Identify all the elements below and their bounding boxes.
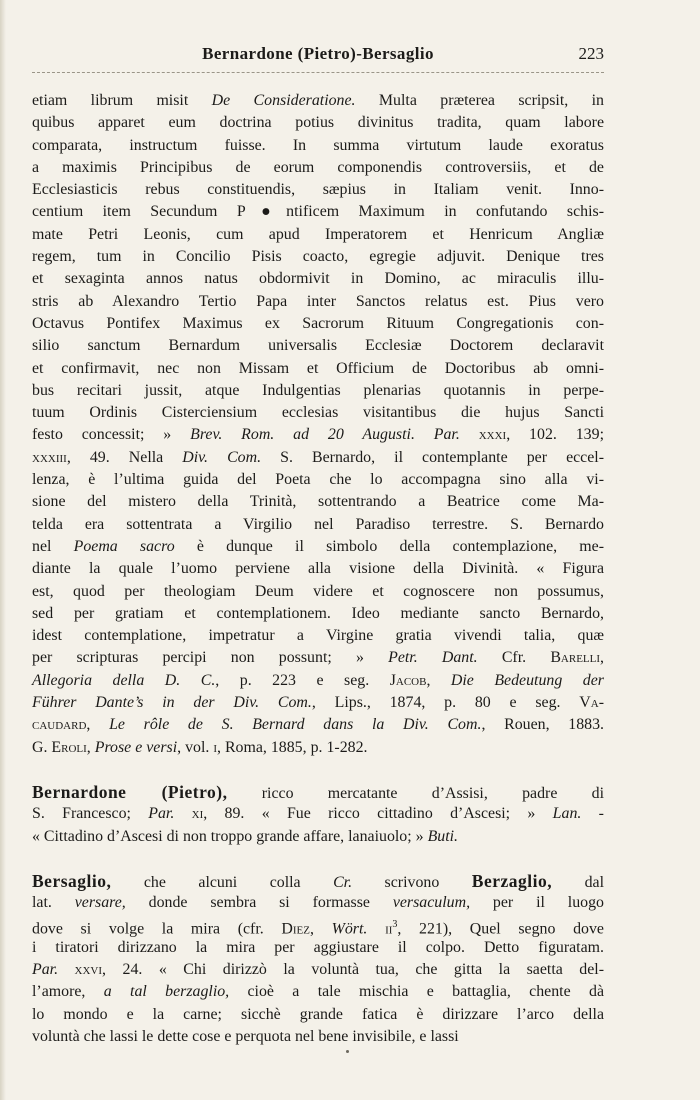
- text-run: tuum Ordinis Cisterciensium ecclesias visitantibus die hujus Sancti: [32, 404, 604, 422]
- text-run: [58, 961, 75, 978]
- small-caps-text: Va-: [579, 694, 605, 712]
- text-run: [174, 805, 191, 822]
- small-caps-text: Eroli: [51, 738, 87, 756]
- text-line: [32, 737, 604, 759]
- italic-text: Div. Com.: [182, 448, 262, 466]
- text-run: cioè a tale mischia e battaglia, chente dà: [229, 983, 604, 1001]
- text-line: [32, 892, 604, 914]
- page-number: 223: [578, 44, 604, 63]
- text-line: [32, 358, 604, 380]
- text-line: [32, 959, 604, 981]
- italic-text: Buti.: [427, 827, 459, 845]
- text-line: [32, 402, 604, 424]
- text-run: stris ab Alexandro Tertio Papa inter Sanctos relatus est. Pius vero: [32, 292, 604, 310]
- italic-text: versare,: [74, 894, 126, 912]
- text-run: lenza, è l’ultima guida del Poeta che lo accompagna sino alla vi-: [32, 471, 604, 489]
- text-run: dal: [552, 873, 605, 891]
- text-run: ,: [86, 738, 95, 756]
- text-line: [32, 603, 604, 625]
- text-run: silio sanctum Bernardum universalis Ecclesiæ Doctorem declaravit: [32, 337, 604, 355]
- small-caps-text: caudard: [32, 716, 87, 734]
- text-run: per il luogo: [470, 894, 604, 912]
- text-run: che alcuni colla: [111, 873, 334, 891]
- text-run: , vol.: [177, 738, 214, 756]
- text-run: ,: [426, 671, 451, 689]
- small-caps-text: Diez: [281, 920, 310, 938]
- headword: Bernardone (Pietro),: [32, 781, 228, 802]
- small-caps-text: Jacob: [389, 671, 427, 689]
- text-run: est, quod per theologiam Deum videre et cognoscere non possumus,: [32, 582, 604, 600]
- text-run: nel: [32, 537, 74, 555]
- text-line: [32, 558, 604, 580]
- italic-text: Le rôle de S. Bernard dans la Div. Com.: [109, 716, 482, 734]
- text-line: [32, 380, 604, 402]
- text-run: , 102. 139;: [506, 426, 604, 444]
- small-caps-text: Barelli: [550, 649, 601, 667]
- text-run: regem, tum in Concilio Pisis coacto, egregie adjuvit. Denique tres: [32, 248, 604, 266]
- text-run: , Lips., 1874, p. 80 e seg.: [311, 694, 580, 712]
- italic-text: Par.: [32, 960, 59, 978]
- text-run: comparata, instructum fuisse. In summa virtutum laude exoratus: [32, 136, 604, 154]
- text-line: [32, 224, 604, 246]
- dictionary-entry: [32, 90, 604, 759]
- text-run: « Cittadino d’Ascesi di non troppo grande affare, lanaiuolo; »: [32, 827, 428, 845]
- text-run: sed per gratiam et contemplationem. Ideo mediante sancto Bernardo,: [32, 604, 604, 622]
- text-line: [32, 313, 604, 335]
- text-line: [32, 514, 604, 536]
- text-run: [460, 426, 479, 443]
- text-run: è dunque il simbolo della contemplazione, me-: [174, 537, 604, 555]
- text-line: [32, 803, 604, 825]
- text-line: [32, 581, 604, 603]
- italic-text: Allegoria della D. C.: [32, 671, 216, 689]
- text-run: i tiratori dirizzano la mira per aggiustare il colpo. Detto figuratam.: [32, 938, 604, 956]
- italic-text: Par.: [148, 805, 175, 823]
- italic-text: Poema sacro: [73, 537, 175, 555]
- running-title: Bernardone (Pietro)-Bersaglio: [202, 44, 434, 63]
- italic-text: Petr. Dant.: [388, 649, 478, 667]
- page-edge: [0, 0, 6, 1100]
- text-run: Multa præterea scripsit, in: [355, 92, 604, 109]
- text-line: [32, 179, 604, 201]
- entry-spacer: [32, 848, 604, 870]
- text-run: Cfr.: [477, 649, 551, 667]
- text-run: ricco mercatante d’Assisi, padre di: [227, 784, 605, 802]
- text-run: scrivono: [352, 873, 472, 891]
- small-caps-text: xxxiii: [32, 448, 67, 466]
- text-run: et sexaginta annos natus obdormivit in Domino, ac miraculis illu-: [32, 270, 604, 288]
- text-line: [32, 90, 604, 112]
- text-run: mate Petri Leonis, cum apud Imperatorem et Henricum Angliæ: [32, 225, 604, 243]
- text-line: [32, 937, 604, 959]
- text-run: , p. 223 e seg.: [215, 671, 390, 689]
- headword: Berzaglio,: [471, 870, 553, 891]
- text-line: [32, 246, 604, 268]
- text-run: lo mondo e la carne; sicchè grande fatica è dirizzare l’arco della: [32, 1005, 604, 1023]
- dictionary-entry: [32, 781, 604, 848]
- text-run: a maximis Principibus de eorum componendis controversiis, et de: [32, 158, 604, 176]
- text-line: [32, 714, 604, 736]
- text-line: [32, 447, 604, 469]
- text-line: [32, 870, 604, 892]
- italic-text: Führer Dante’s in der Div. Com.: [32, 694, 312, 712]
- text-run: Ecclesiasticis rebus constituendis, sæpius in Italiam venit. Inno-: [32, 181, 604, 199]
- text-run: , 49. Nella: [66, 448, 183, 466]
- text-line: [32, 135, 604, 157]
- text-run: , 221), Quel segno dove: [397, 920, 604, 938]
- text-run: ,: [309, 920, 332, 938]
- text-run: diante la quale l’uomo perviene alla visione della Divinità. « Figura: [32, 560, 604, 578]
- text-run: dove si volge la mira (cfr.: [32, 920, 282, 938]
- small-caps-text: xxvi: [74, 960, 103, 978]
- text-run: quibus apparet eum doctrina potius divinitus tradita, quam labore: [32, 114, 604, 132]
- text-line: [32, 536, 604, 558]
- text-line: [32, 291, 604, 313]
- text-run: l’amore,: [32, 983, 104, 1001]
- superscript: 3: [392, 919, 398, 931]
- text-line: [32, 1004, 604, 1026]
- text-run: S. Bernardo, il contemplante per eccel-: [261, 448, 604, 466]
- text-run: idest contemplatione, impetratur a Virgine gratia vivendi talia, quæ: [32, 627, 604, 645]
- dictionary-entry: [32, 870, 604, 1048]
- text-run: -: [581, 805, 604, 823]
- text-run: , 24. « Chi dirizzò la voluntà tua, che gitta la saetta del-: [102, 960, 604, 978]
- page-header: [32, 44, 604, 68]
- italic-text: Prose e versi: [94, 738, 178, 756]
- italic-text: Die Bedeutung der: [450, 671, 604, 689]
- text-line: [32, 692, 604, 714]
- text-run: ,: [600, 649, 604, 667]
- small-caps-text: xi: [191, 805, 204, 823]
- text-run: voluntà che lassi le dette cose e perquota nel bene invisibile, e lassi: [32, 1027, 459, 1045]
- text-line: [32, 469, 604, 491]
- italic-text: Brev. Rom. ad 20 Augusti. Par.: [190, 426, 460, 444]
- text-run: bus recitari jussit, atque Indulgentias plenarias quotannis in perpe-: [32, 381, 604, 399]
- italic-text: a tal berzaglio,: [103, 983, 230, 1001]
- italic-text: versaculum,: [392, 894, 471, 912]
- small-caps-text: i: [213, 738, 217, 756]
- text-line: [32, 647, 604, 669]
- text-line: [32, 826, 604, 848]
- text-run: G.: [32, 738, 52, 756]
- italic-text: Cr.: [333, 873, 353, 891]
- text-run: lat.: [32, 894, 75, 912]
- text-run: telda era sottentrata a Virgilio nel Paradiso terrestre. S. Bernardo: [32, 515, 604, 533]
- italic-text: De Consideratione.: [211, 92, 356, 109]
- text-line: [32, 335, 604, 357]
- headword: Bersaglio,: [32, 870, 112, 891]
- small-caps-text: xxxi: [478, 426, 507, 444]
- text-line: [32, 1026, 604, 1048]
- text-run: , Rouen, 1883.: [481, 716, 605, 734]
- text-run: per scripturas percipi non possunt; »: [32, 649, 389, 667]
- text-run: et confirmavit, nec non Missam et Officium de Doctoribus ab omni-: [32, 359, 604, 377]
- text-line: [32, 914, 604, 936]
- small-caps-text: ii: [385, 920, 393, 938]
- text-line: [32, 491, 604, 513]
- text-line: [32, 670, 604, 692]
- text-run: [367, 921, 385, 938]
- text-line: [32, 424, 604, 446]
- text-run: donde sembra si formasse: [125, 894, 393, 912]
- header-rule: [32, 72, 604, 73]
- text-run: ,: [86, 716, 110, 734]
- body-text: [32, 90, 604, 1048]
- text-line: [32, 157, 604, 179]
- ink-speck: [346, 1050, 349, 1053]
- text-line: [32, 981, 604, 1003]
- text-line: [32, 781, 604, 803]
- text-line: [32, 112, 604, 134]
- text-run: etiam librum misit: [32, 92, 212, 109]
- text-run: Octavus Pontifex Maximus ex Sacrorum Rituum Congregationis con-: [32, 314, 604, 332]
- entry-spacer: [32, 759, 604, 781]
- text-run: , 89. « Fue ricco cittadino d’Ascesi; »: [203, 805, 553, 823]
- text-line: [32, 268, 604, 290]
- text-line: [32, 201, 604, 223]
- text-run: centium item Secundum P●ntificem Maximum in confutando schis-: [32, 203, 604, 221]
- text-run: sione del mistero della Trinità, sottentrando a Beatrice come Ma-: [32, 493, 604, 511]
- text-run: , Roma, 1885, p. 1-282.: [217, 738, 368, 756]
- text-run: festo concessit; »: [32, 426, 191, 444]
- text-line: [32, 625, 604, 647]
- text-run: S. Francesco;: [32, 805, 149, 823]
- italic-text: Lan.: [552, 805, 582, 823]
- italic-text: Wört.: [331, 920, 368, 938]
